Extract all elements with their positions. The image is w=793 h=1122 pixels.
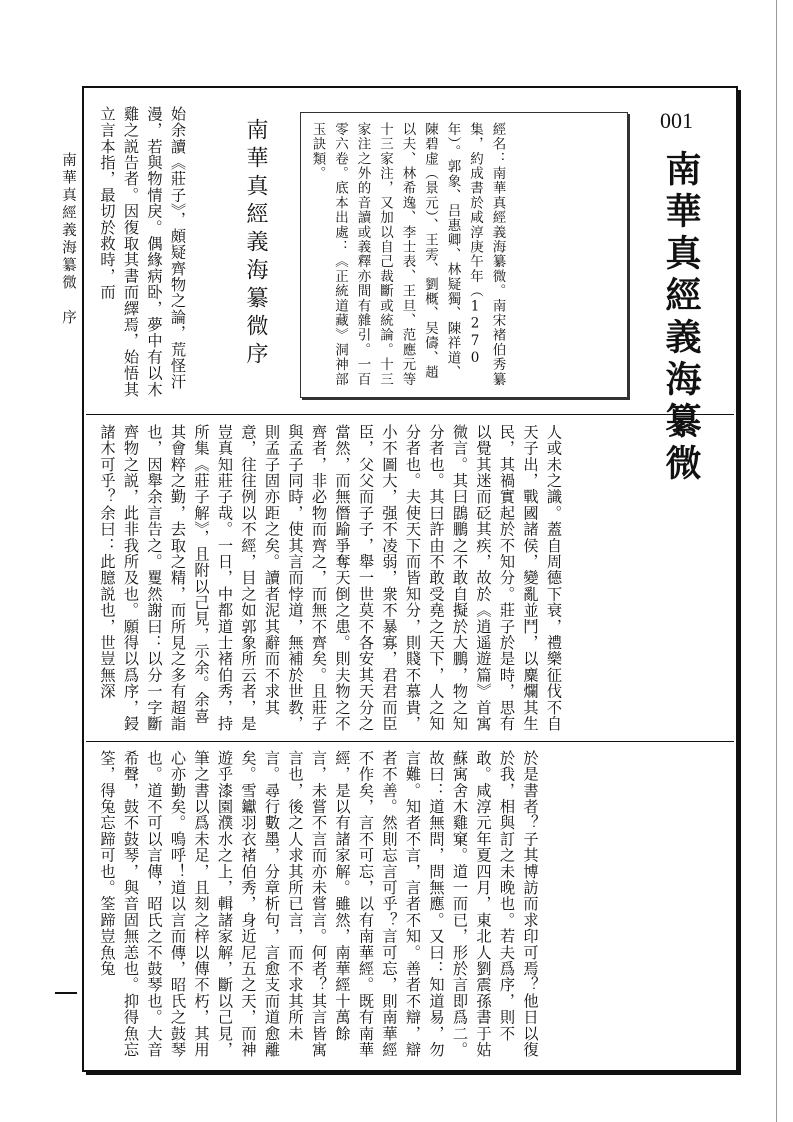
metadata-text: 經名：南華真經義海纂微。南宋褚伯秀纂集，約成書於咸淳庚午年（1270年）。郭象、吕惠卿、林疑獨、陳祥道、陳碧虚（景元）、王雱、劉概、吴儔、趙以夫、林希逸、李士表、王旦、范應元等十三家注，又加以自己裁斷或統論。十三家注之外的音讀或義釋亦間有雜引。一百零六卷。底本出處：《正統道藏》洞神部玉訣類。 [309,122,506,387]
register-divider-top [86,414,734,415]
preface-text-middle: 人或未之識。蓋自周德下衰，禮樂征伐不自天子出，戰國諸侯，變亂並鬥，以麋爛其生民，其禍實起於不知分。莊子於是時，思有以覺其迷而砭其疾，故於《逍遥遊篇》首寓微言。其曰鵾鵬之不敢自擬於大鵬，物之知分者也。其曰許由不敢受堯之天下，人之知分者也。夫使天下而皆知分，則賤不慕貴，小不圖大，强不凌弱，衆不暴寡，君君而臣臣，父父而子子，舉一世莫不各安其天分之當然，而無僭踰爭奪天倒之患。則夫物之不齊者，非必物而齊之，而無不齊矣。且莊子與孟子同時，使其言而悖道，無補於世教，則孟子固亦距之矣。讀者泥其辭而不求其意，往往例以不經，目之如郭象所云者，是豈真知莊子哉。一日，中都道士褚伯秀，持所集《莊子解》，且附以己見，示余。余喜其會粹之勤，去取之精，而所見之多有超詣也，因舉余言告之。矍然謝曰：以分一字斷齊物之説，此非我所及也。願得以爲序，鋟諸木可乎？余曰：此臆説也，世豈無深 [98,424,563,732]
entry-number: 001 [660,108,693,133]
running-head: 南華真經義海纂微 序 [60,152,76,327]
preface-text-top: 始余讀《莊子》，頗疑齊物之論，荒怪汗漫，若與物情戾。偶緣病卧，夢中有以木雞之説告者。因復取其書而繹焉，始悟其立言本指，最切於救時，而 [98,106,187,398]
register-divider-bottom [86,741,734,742]
page-number-mark [55,992,77,994]
page-edge-line [776,0,777,1122]
frame-shadow-bottom [86,1070,741,1075]
book-title: 南華真經義海纂微 [660,150,702,486]
preface-title: 南華真經義海纂微序 [243,118,268,370]
preface-text-bottom: 於是書者？子其博訪而求印可焉？他日以復於我，相與訂之未晚也。若夫爲序，則不敢。咸淳元年夏四月，東北人劉震孫書于姑蘇寓舍木雞窠。道一而已，形於言即爲二。故曰：道無問，問無應。又曰：知道易，勿言難。知者不言，言者不知。善者不辯，辯者不善。然則忘言可乎？言可忘，則南華經不作矣，言不可忘，以有南華經。既有南華經，是以有諸家解。雖然，南華經十萬餘言，未嘗不言而亦未嘗言。何者？其言皆寓言也，後之人求其所已言，而不求其所未言。尋行數墨，分章析句，言愈支而道愈離矣。雪钀羽衣褚伯秀，身近尼五之天，而神遊乎漆園濮水之上，輯諸家解，斷以己見，筆之書以爲未足，且刻之梓以傳不朽，其用心亦勤矣。嗚呼！道以言而傳，昭氏之鼓琴也。道不可以言傳，昭氏之不鼓琴也。大音希聲，鼓不鼓琴，與音固無恙也。抑得魚忘筌，得兔忘蹄可也。筌蹄豈魚兔 [98,750,540,1058]
frame-shadow-right [736,90,741,1072]
